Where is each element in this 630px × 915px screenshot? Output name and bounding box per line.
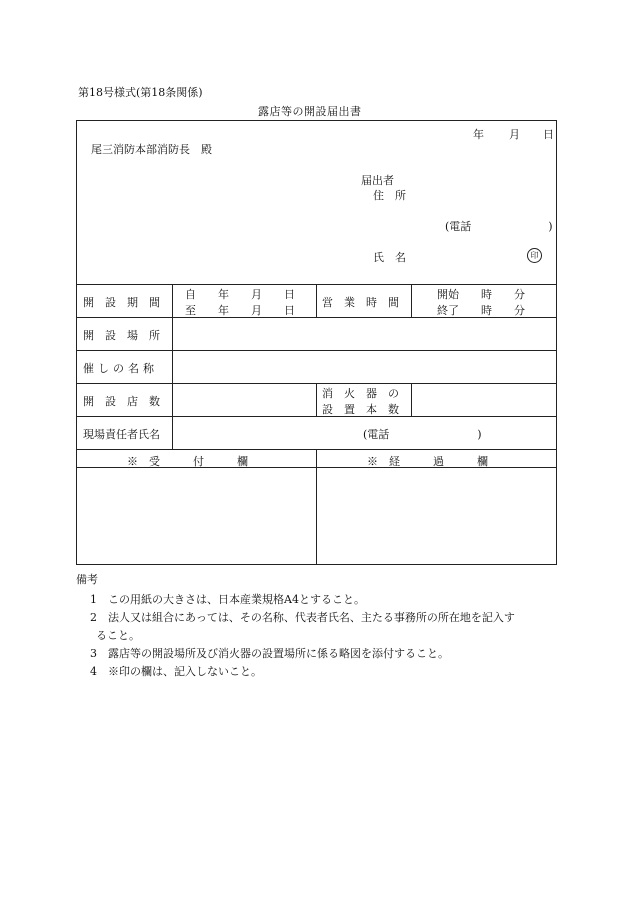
period-to: 至 年 月 日 xyxy=(185,304,295,317)
event-name-label: 催しの名称 xyxy=(83,362,158,375)
stalls-label: 開 設 店 数 xyxy=(83,395,160,408)
date-month-label: 月 xyxy=(509,128,520,141)
address-label: 住 所 xyxy=(373,189,406,202)
column-divider-stamps xyxy=(316,449,317,564)
form-number: 第18号様式(第18条関係) xyxy=(78,86,203,99)
document-title: 露店等の開設届出書 xyxy=(258,105,362,118)
date-year-label: 年 xyxy=(473,128,484,141)
column-divider-period xyxy=(316,284,317,317)
form-table xyxy=(76,120,557,565)
applicant-phone: (電話 ) xyxy=(445,220,553,233)
note-item-continuation: ること。 xyxy=(96,629,140,642)
seal-icon: 印 xyxy=(527,248,542,263)
reception-column-header: ※ 受 付 欄 xyxy=(127,455,248,468)
note-item: 1 この用紙の大きさは、日本産業規格A4とすること。 xyxy=(90,593,365,606)
hours-label: 営 業 時 間 xyxy=(322,296,399,309)
manager-name-label: 現場責任者氏名 xyxy=(83,428,160,441)
period-label: 開 設 期 間 xyxy=(83,296,160,309)
applicant-label: 届出者 xyxy=(361,174,394,187)
progress-column-header: ※ 経 過 欄 xyxy=(367,455,488,468)
note-item: 3 露店等の開設場所及び消火器の設置場所に係る略図を添付すること。 xyxy=(90,647,449,660)
period-from: 自 年 月 日 xyxy=(185,288,295,301)
notes-heading: 備考 xyxy=(76,573,98,586)
manager-phone: (電話 ) xyxy=(363,428,482,441)
extinguisher-label-line2: 設 置 本 数 xyxy=(322,403,399,416)
hours-end: 終了 時 分 xyxy=(437,304,525,317)
name-label: 氏 名 xyxy=(373,251,406,264)
addressee: 尾三消防本部消防長 殿 xyxy=(91,143,212,156)
divider-row-place xyxy=(77,350,556,351)
note-item: 4 ※印の欄は、記入しないこと。 xyxy=(90,665,262,678)
hours-start: 開始 時 分 xyxy=(437,288,525,301)
place-label: 開 設 場 所 xyxy=(83,329,160,342)
column-divider-extinguisher xyxy=(411,383,412,416)
date-day-label: 日 xyxy=(543,128,554,141)
column-divider-labels xyxy=(172,284,173,449)
column-divider-stalls xyxy=(316,383,317,416)
note-item: 2 法人又は組合にあっては、その名称、代表者氏名、主たる事務所の所在地を記入す xyxy=(90,611,515,624)
divider-row-stalls xyxy=(77,416,556,417)
extinguisher-label-line1: 消 火 器 の xyxy=(322,387,399,400)
column-divider-hours xyxy=(411,284,412,317)
